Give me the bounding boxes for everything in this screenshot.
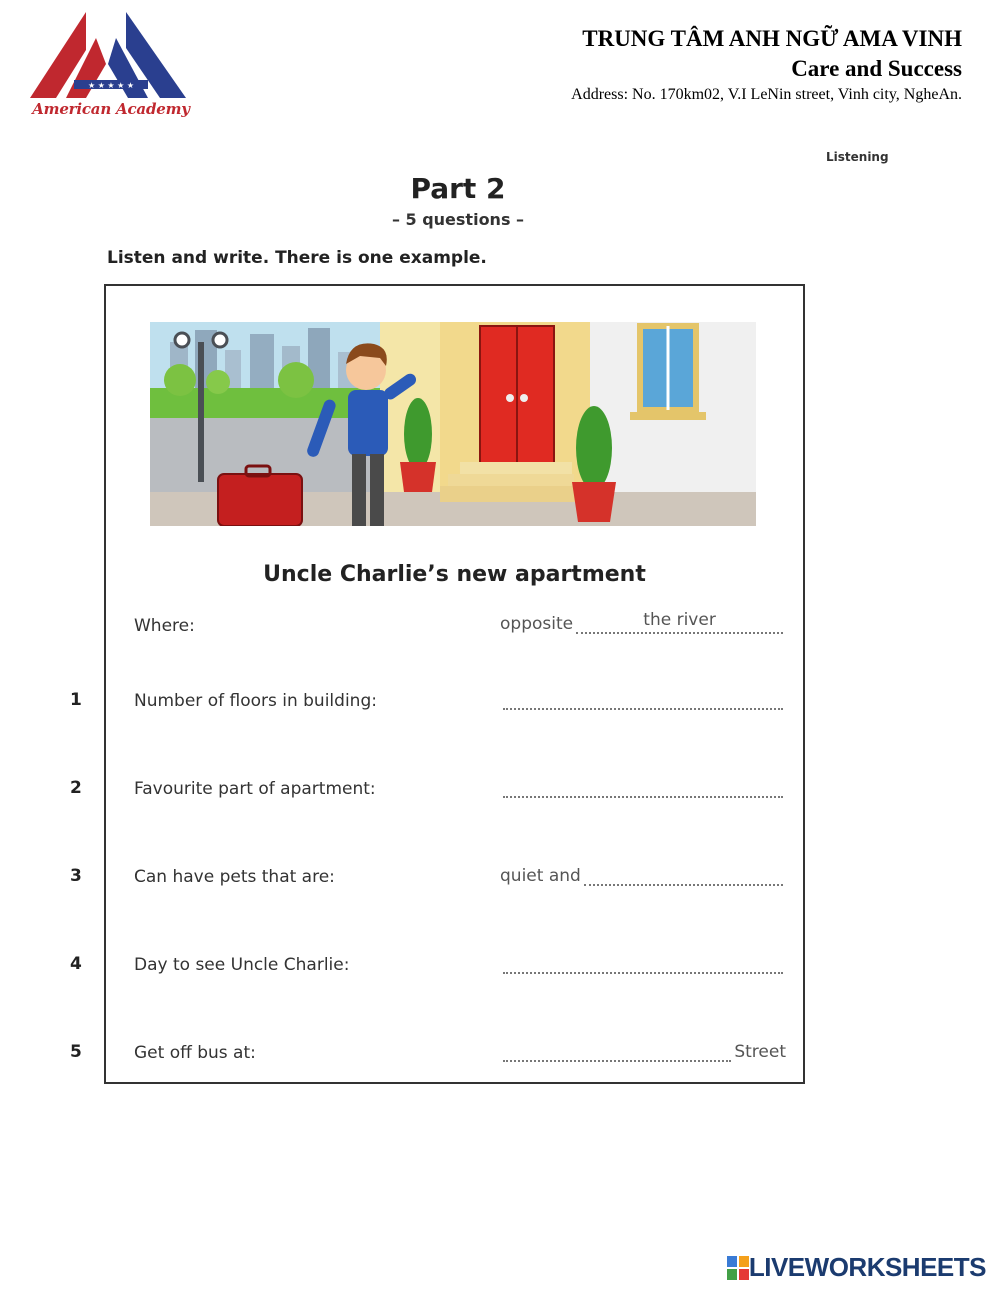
- question-label: Get off bus at:: [134, 1043, 256, 1063]
- section-label: Listening: [826, 150, 889, 164]
- answer-input-5[interactable]: [503, 1042, 731, 1062]
- uncle-charlie-illustration: [150, 322, 756, 526]
- question-label: Number of floors in building:: [134, 691, 377, 711]
- svg-text:★ ★ ★ ★ ★: ★ ★ ★ ★ ★: [87, 81, 135, 90]
- answer-input-2[interactable]: [503, 778, 783, 798]
- center-name: TRUNG TÂM ANH NGỮ AMA VINH: [582, 26, 962, 51]
- answer-prefix: quiet and: [500, 866, 581, 886]
- example-label: Where:: [134, 616, 195, 636]
- question-number: 1: [70, 690, 82, 710]
- question-number: 5: [70, 1042, 82, 1062]
- part-subtitle: – 5 questions –: [391, 210, 525, 229]
- example-answer-blank: [576, 610, 783, 634]
- logo-text: American Academy: [32, 100, 190, 118]
- question-number: 3: [70, 866, 82, 886]
- question-label: Can have pets that are:: [134, 867, 335, 887]
- answer-line: [500, 778, 786, 798]
- example-prefix: opposite: [500, 614, 574, 634]
- answer-line: [500, 954, 786, 974]
- answer-line: [500, 866, 786, 886]
- answer-input-4[interactable]: [503, 954, 783, 974]
- answer-input-3[interactable]: [584, 866, 783, 886]
- answer-line: [500, 1042, 786, 1062]
- instruction: Listen and write. There is one example.: [107, 248, 487, 268]
- american-academy-logo: [26, 8, 196, 123]
- center-address: Address: No. 170km02, V.I LeNin street, Vinh city, NgheAn.: [571, 86, 962, 103]
- liveworksheets-brand: [727, 1252, 986, 1283]
- box-title: Uncle Charlie’s new apartment: [263, 562, 646, 587]
- question-label: Favourite part of apartment:: [134, 779, 376, 799]
- part-title: Part 2: [410, 172, 506, 205]
- logo-triangle-icon: [26, 8, 196, 100]
- question-number: 4: [70, 954, 82, 974]
- answer-input-1[interactable]: [503, 690, 783, 710]
- question-label: Day to see Uncle Charlie:: [134, 955, 350, 975]
- answer-suffix: Street: [734, 1042, 786, 1062]
- example-answer-line: [500, 610, 786, 634]
- center-slogan: Care and Success: [791, 56, 962, 81]
- answer-line: [500, 690, 786, 710]
- liveworksheets-icon: [727, 1256, 749, 1280]
- example-answer: the river: [643, 610, 716, 630]
- brand-text: LIVEWORKSHEETS: [748, 1252, 986, 1282]
- question-number: 2: [70, 778, 82, 798]
